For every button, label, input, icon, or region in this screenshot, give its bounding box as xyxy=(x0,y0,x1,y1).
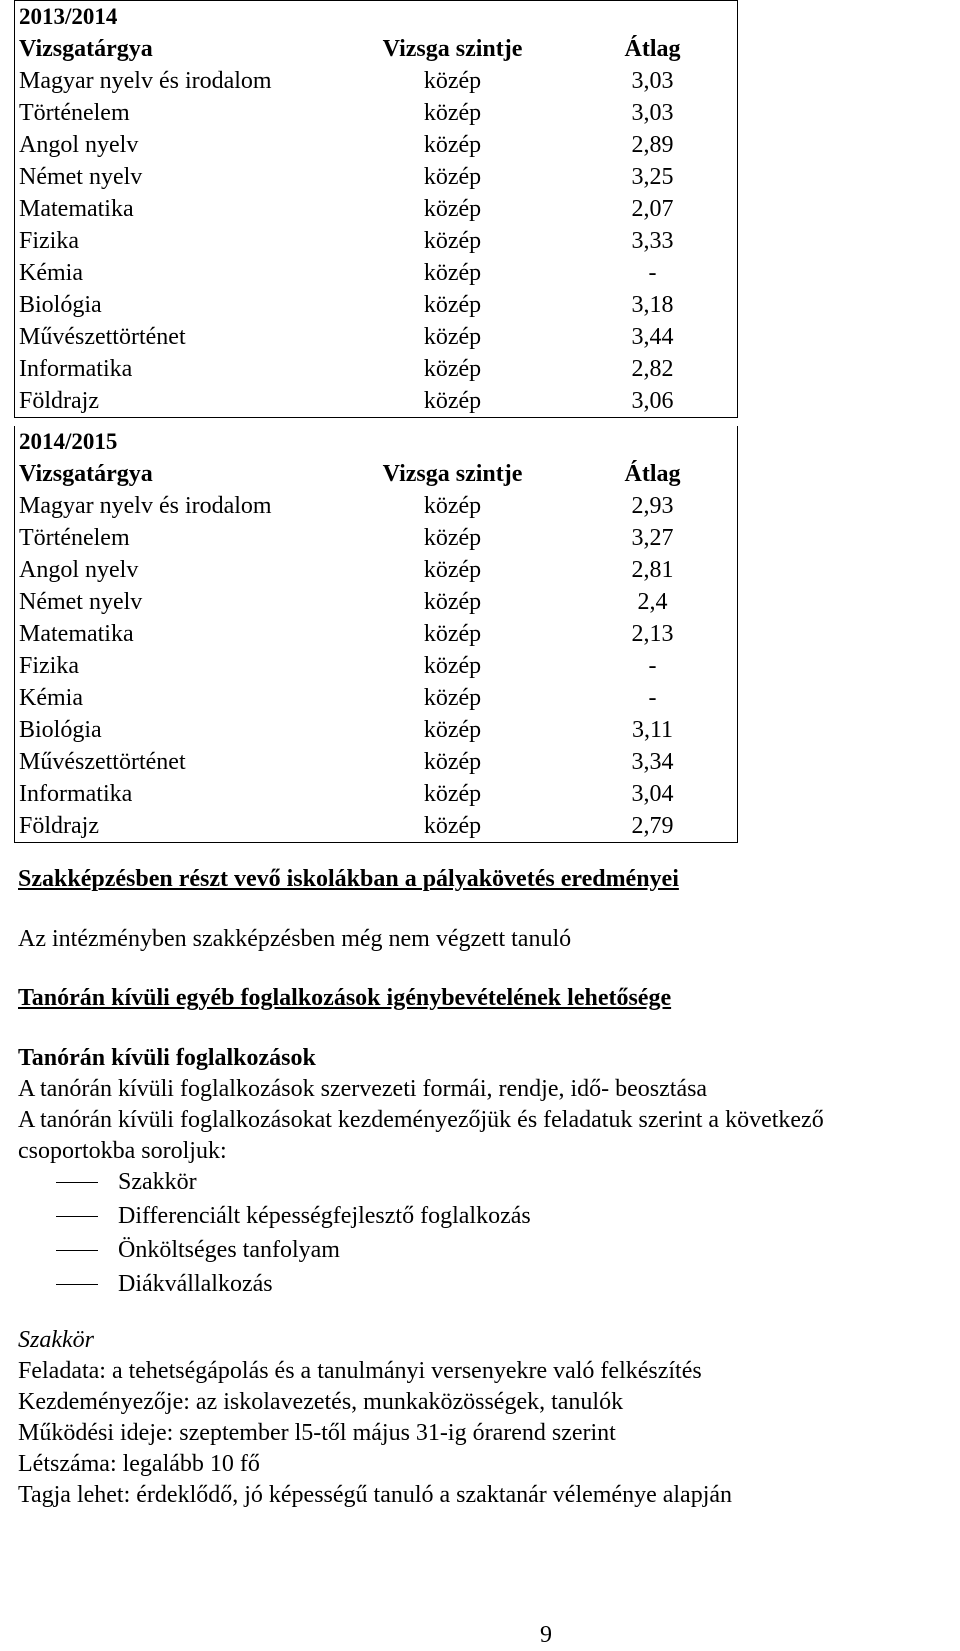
average-cell: 3,27 xyxy=(631,525,674,551)
level-cell: közép xyxy=(423,813,482,839)
table-row xyxy=(15,522,737,554)
average-cell: 3,04 xyxy=(631,781,674,807)
average-cell: 3,34 xyxy=(631,749,674,775)
subject-cell: Kémia xyxy=(19,260,83,286)
level-cell: közép xyxy=(423,685,482,711)
table-row xyxy=(15,810,737,842)
average-cell: 2,81 xyxy=(631,557,674,583)
table-header-row xyxy=(15,33,737,65)
table-body xyxy=(15,65,737,417)
list-item-label: Diákvállalkozás xyxy=(118,1271,273,1297)
average-cell: 3,25 xyxy=(631,164,674,190)
list-item xyxy=(18,1199,531,1233)
average-cell: 2,4 xyxy=(637,589,668,615)
average-cell: - xyxy=(648,260,657,286)
table-row xyxy=(15,682,737,714)
level-cell: közép xyxy=(423,292,482,318)
table-row xyxy=(15,586,737,618)
exam-results-table-2013-2014 xyxy=(14,0,738,418)
header-level: Vizsga szintje xyxy=(382,36,523,62)
subject-cell: Informatika xyxy=(19,356,133,382)
level-cell: közép xyxy=(423,196,482,222)
level-cell: közép xyxy=(423,132,482,158)
activity-list xyxy=(18,1165,531,1301)
average-cell: - xyxy=(648,653,657,679)
level-cell: közép xyxy=(423,717,482,743)
level-cell: közép xyxy=(423,781,482,807)
level-cell: közép xyxy=(423,260,482,286)
exam-results-table-2014-2015 xyxy=(14,426,738,843)
table-row xyxy=(15,321,737,353)
table-row xyxy=(15,353,737,385)
average-cell: 3,06 xyxy=(631,388,674,414)
szakkor-line: Feladata: a tehetségápolás és a tanulmányi versenyekre való felkészítés xyxy=(18,1358,702,1384)
dash-bullet xyxy=(56,1284,98,1285)
average-cell: 3,33 xyxy=(631,228,674,254)
header-average: Átlag xyxy=(624,36,681,62)
table-row xyxy=(15,554,737,586)
table-row xyxy=(15,385,737,417)
table-row xyxy=(15,129,737,161)
average-cell: 2,79 xyxy=(631,813,674,839)
table-year: 2014/2015 xyxy=(19,429,118,454)
header-average: Átlag xyxy=(624,461,681,487)
subject-cell: Fizika xyxy=(19,653,79,679)
table-row xyxy=(15,490,737,522)
table-row xyxy=(15,746,737,778)
section-heading-career-tracking: Szakképzésben részt vevő iskolákban a pályakövetés eredményei xyxy=(18,866,679,892)
subject-cell: Informatika xyxy=(19,781,133,807)
average-cell: 3,18 xyxy=(631,292,674,318)
dash-bullet xyxy=(56,1216,98,1217)
subject-cell: Magyar nyelv és irodalom xyxy=(19,493,272,519)
subject-cell: Művészettörténet xyxy=(19,324,186,350)
paragraph-line: csoportokba soroljuk: xyxy=(18,1138,227,1164)
list-item-label: Szakkör xyxy=(118,1169,197,1195)
table-row xyxy=(15,289,737,321)
subheading-extracurricular: Tanórán kívüli foglalkozások xyxy=(18,1045,316,1071)
average-cell: 2,89 xyxy=(631,132,674,158)
subject-cell: Magyar nyelv és irodalom xyxy=(19,68,272,94)
average-cell: - xyxy=(648,685,657,711)
level-cell: közép xyxy=(423,228,482,254)
level-cell: közép xyxy=(423,621,482,647)
dash-bullet xyxy=(56,1250,98,1251)
header-subject: Vizsgatárgya xyxy=(19,461,153,487)
subject-cell: Kémia xyxy=(19,685,83,711)
table-year: 2013/2014 xyxy=(19,4,118,29)
table-header-row xyxy=(15,458,737,490)
szakkor-title: Szakkör xyxy=(18,1327,94,1353)
career-tracking-text: Az intézményben szakképzésben még nem végzett tanuló xyxy=(18,926,572,952)
paragraph-line: A tanórán kívüli foglalkozásokat kezdeményezőjük és feladatuk szerint a következő xyxy=(18,1107,824,1133)
table-row xyxy=(15,650,737,682)
subject-cell: Angol nyelv xyxy=(19,132,139,158)
subject-cell: Angol nyelv xyxy=(19,557,139,583)
table-row xyxy=(15,225,737,257)
list-item xyxy=(18,1165,531,1199)
level-cell: közép xyxy=(423,749,482,775)
szakkor-line: Működési ideje: szeptember l5-től május 31-ig órarend szerint xyxy=(18,1420,616,1446)
level-cell: közép xyxy=(423,68,482,94)
paragraph-line: A tanórán kívüli foglalkozások szervezeti formái, rendje, idő- beosztása xyxy=(18,1076,708,1102)
average-cell: 2,07 xyxy=(631,196,674,222)
dash-bullet xyxy=(56,1182,98,1183)
table-body xyxy=(15,490,737,842)
subject-cell: Fizika xyxy=(19,228,79,254)
subject-cell: Történelem xyxy=(19,100,130,126)
subject-cell: Német nyelv xyxy=(19,589,143,615)
table-row xyxy=(15,257,737,289)
subject-cell: Matematika xyxy=(19,196,134,222)
list-item-label: Differenciált képességfejlesztő foglalkozás xyxy=(118,1203,531,1229)
level-cell: közép xyxy=(423,100,482,126)
header-subject: Vizsgatárgya xyxy=(19,36,153,62)
list-item xyxy=(18,1233,531,1267)
table-row xyxy=(15,97,737,129)
average-cell: 3,44 xyxy=(631,324,674,350)
section-heading-extracurricular: Tanórán kívüli egyéb foglalkozások igénybevételének lehetősége xyxy=(18,985,672,1011)
level-cell: közép xyxy=(423,589,482,615)
level-cell: közép xyxy=(423,388,482,414)
level-cell: közép xyxy=(423,324,482,350)
subject-cell: Biológia xyxy=(19,717,102,743)
subject-cell: Földrajz xyxy=(19,813,99,839)
level-cell: közép xyxy=(423,525,482,551)
subject-cell: Földrajz xyxy=(19,388,99,414)
level-cell: közép xyxy=(423,164,482,190)
table-row xyxy=(15,714,737,746)
level-cell: közép xyxy=(423,493,482,519)
table-row xyxy=(15,778,737,810)
subject-cell: Német nyelv xyxy=(19,164,143,190)
table-row xyxy=(15,618,737,650)
szakkor-line: Tagja lehet: érdeklődő, jó képességű tanuló a szaktanár véleménye alapján xyxy=(18,1482,733,1508)
page-number: 9 xyxy=(540,1622,552,1648)
subject-cell: Művészettörténet xyxy=(19,749,186,775)
szakkor-line: Kezdeményezője: az iskolavezetés, munkaközösségek, tanulók xyxy=(18,1389,624,1415)
level-cell: közép xyxy=(423,557,482,583)
level-cell: közép xyxy=(423,356,482,382)
header-level: Vizsga szintje xyxy=(382,461,523,487)
level-cell: közép xyxy=(423,653,482,679)
szakkor-line: Létszáma: legalább 10 fő xyxy=(18,1451,260,1477)
average-cell: 2,93 xyxy=(631,493,674,519)
subject-cell: Biológia xyxy=(19,292,102,318)
average-cell: 3,03 xyxy=(631,100,674,126)
average-cell: 3,03 xyxy=(631,68,674,94)
table-row xyxy=(15,193,737,225)
subject-cell: Matematika xyxy=(19,621,134,647)
average-cell: 2,82 xyxy=(631,356,674,382)
list-item-label: Önköltséges tanfolyam xyxy=(118,1237,340,1263)
average-cell: 2,13 xyxy=(631,621,674,647)
table-row xyxy=(15,161,737,193)
table-row xyxy=(15,65,737,97)
list-item xyxy=(18,1267,531,1301)
average-cell: 3,11 xyxy=(631,717,674,743)
subject-cell: Történelem xyxy=(19,525,130,551)
